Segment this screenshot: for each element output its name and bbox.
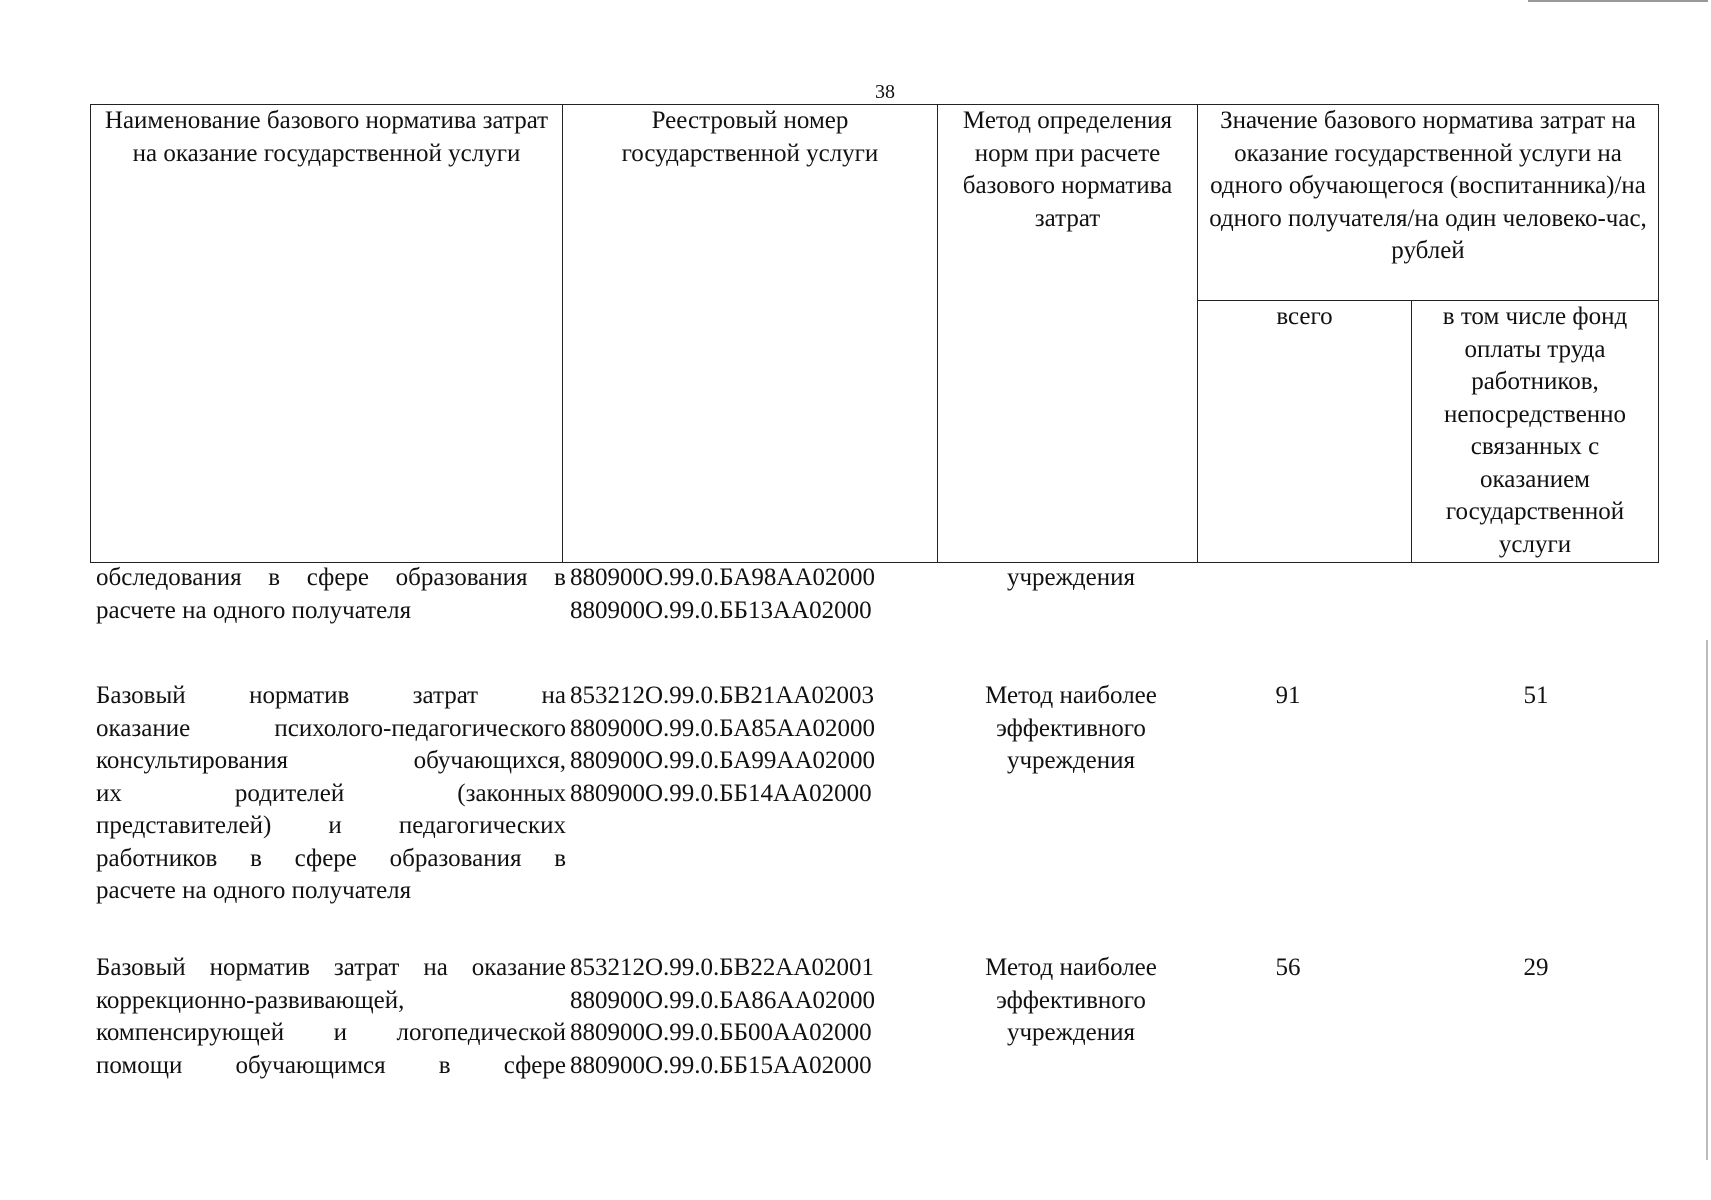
header-value-group: Значение базового норматива затрат на оказание государственной услуги на одного обучающегося (воспитанника)/на одного получателя/на один человеко-час, рублей xyxy=(1198,105,1659,301)
header-method: Метод определения норм при расчете базового норматива затрат xyxy=(938,105,1198,563)
row-method: учреждения xyxy=(1006,564,1135,591)
row-fund: 29 xyxy=(1523,954,1549,981)
row-registry: 853212О.99.0.БВ21АА02003 880900О.99.0.БА85АА02000 880900О.99.0.БА99АА02000 880900О.99.0.ББ14АА02000 xyxy=(570,682,875,807)
header-registry: Реестровый номер государственной услуги xyxy=(563,105,938,563)
header-total: всего xyxy=(1198,301,1412,563)
row-name: Базовый норматив затрат на оказание коррекционно-развивающей, компенсирующей и логопедической помощи обучающимся в сфере xyxy=(96,954,566,1079)
row-name: Базовый норматив затрат на оказание психолого-педагогического консультирования обучающихся, их родителей (законных представителей) и педагогических работников в сфере образования в расчете на одного получателя xyxy=(96,682,566,904)
row-method: Метод наиболее эффективного учреждения xyxy=(985,954,1157,1046)
row-total: 56 xyxy=(1275,954,1301,981)
row-fund: 51 xyxy=(1523,682,1549,709)
header-name: Наименование базового норматива затрат на оказание государственной услуги xyxy=(91,105,563,563)
row-name: обследования в сфере образования в расчете на одного получателя xyxy=(96,564,566,624)
scan-edge-mark xyxy=(1706,640,1708,1160)
scan-edge-mark xyxy=(1528,0,1708,2)
row-registry: 880900О.99.0.БА98АА02000 880900О.99.0.ББ13АА02000 xyxy=(570,564,875,624)
row-registry: 853212О.99.0.БВ22АА02001 880900О.99.0.БА86АА02000 880900О.99.0.ББ00АА02000 880900О.99.0.ББ15АА02000 xyxy=(570,954,875,1079)
page-number: 38 xyxy=(875,81,895,103)
header-fund: в том числе фонд оплаты труда работников, непосредственно связанных с оказанием государственной услуги xyxy=(1412,301,1659,563)
table-header xyxy=(90,104,1659,563)
row-method: Метод наиболее эффективного учреждения xyxy=(985,682,1157,774)
row-total: 91 xyxy=(1275,682,1301,709)
